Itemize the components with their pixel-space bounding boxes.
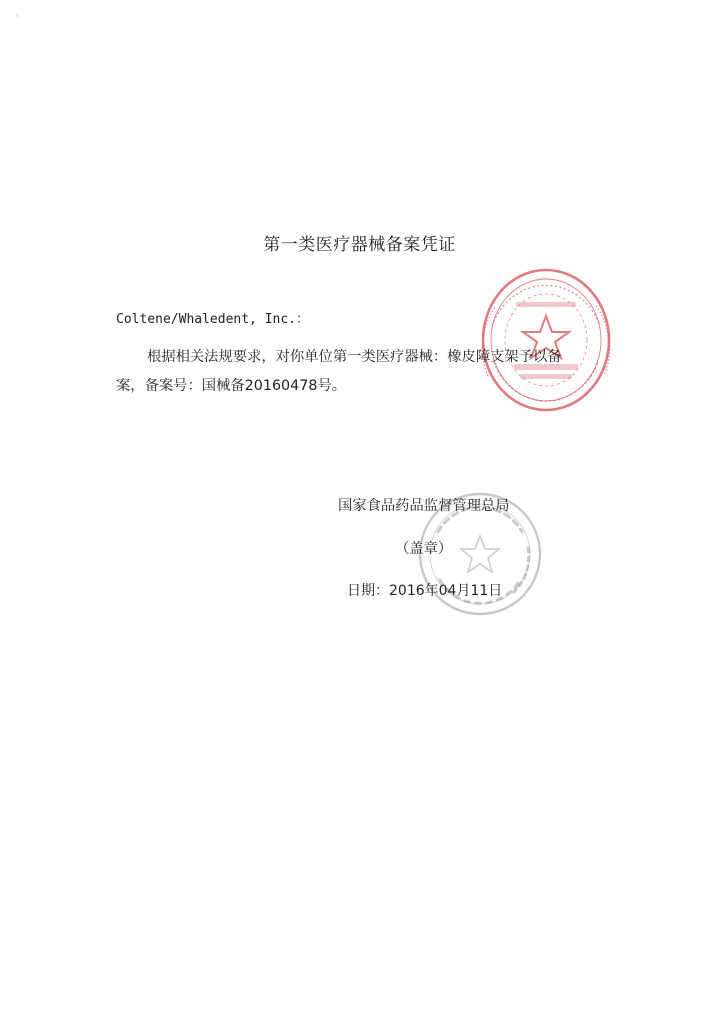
issue-date: [347, 580, 502, 600]
certificate-body: [116, 343, 604, 401]
scan-speck: [16, 14, 19, 17]
issuing-authority: 国家食品药品监督管理总局: [338, 498, 510, 514]
seal-note: （盖章）: [395, 541, 453, 557]
body-line-2: 案，备案号：国械备20160478号。: [116, 378, 347, 394]
body-line-1: 根据相关法规要求，对你单位第一类医疗器械：橡皮障支架予以备: [147, 349, 562, 365]
date-label: 日期：: [347, 583, 389, 599]
date-value: 2016年04月11日: [389, 583, 503, 599]
addressee: Coltene/Whaledent, Inc.：: [116, 312, 310, 327]
certificate-title: 第一类医疗器械备案凭证: [263, 235, 456, 255]
